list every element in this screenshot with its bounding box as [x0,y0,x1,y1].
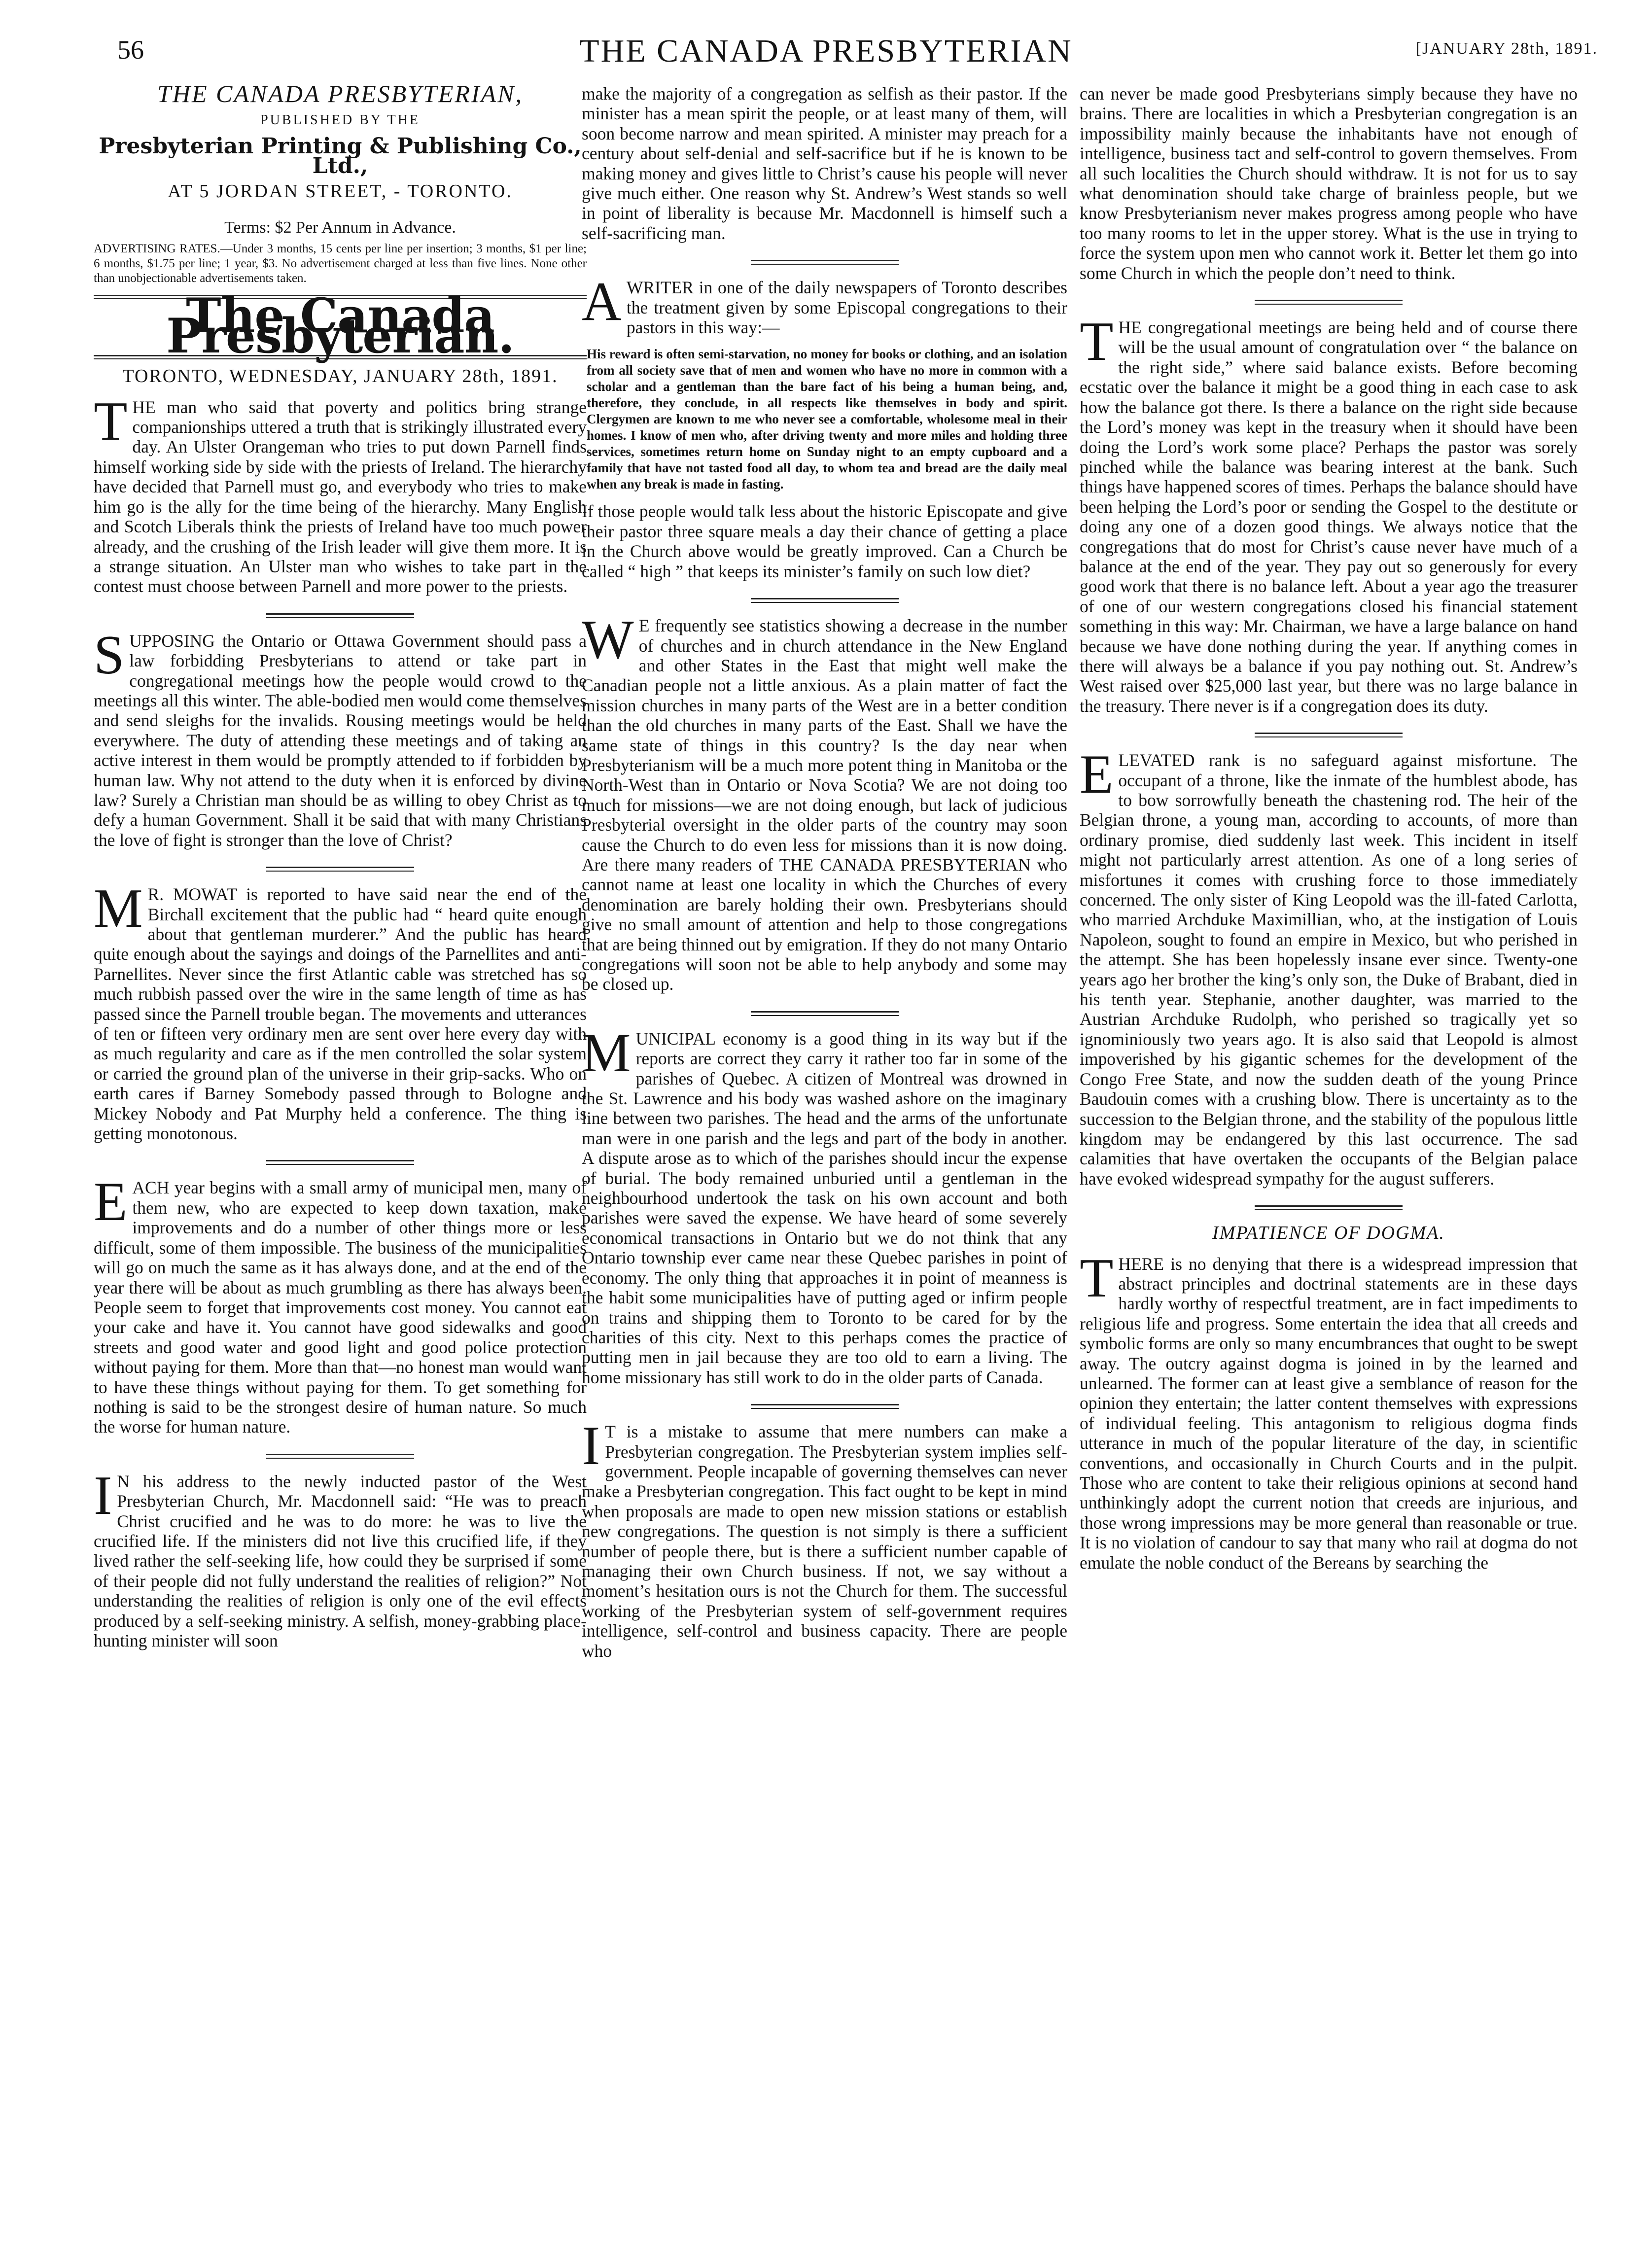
separator [266,613,414,618]
dateline: TORONTO, WEDNESDAY, JANUARY 28th, 1891. [122,366,558,387]
article-statistics: W E frequently see statistics showing a decrease in the number of churches and in church attendance in the New England and other States in the East that might well make the Canadian people not a little anxious. As a plain matter of fact the mission churches in many parts of the West are in a better condition than the old churches in many parts of the East. Shall we have the same state of things in this country? Is the day near when Presbyterianism will be a much more potent thing in Manitoba or the North-West than in Ontario or Nova Scotia? We are not doing too much for missions—we are not doing enough, but lack of judicious Presbyterial oversight in the older parts of the country may soon cause the Church to do even less for missions than it is now doing. Are there many readers of THE CANADA PRESBYTERIAN who cannot name at least one locality in which the Churches of every denomination are barely holding their own. Presbyterians should give no small amount of attention and help to those congregations that are being thinned out by emigration. If they do not many Ontario congregations will soon not be able to help anybody and some may be closed up. [582,609,1067,994]
separator [266,867,414,872]
separator [751,1404,899,1409]
article-macdonnell-continued: make the majority of a congregation as selfish as their pastor. If the minister has a mean spirit the people, or at least many of them, will soon become narrow and mean spirited. A minister may preach for a century about self-denial and self-sacrifice but if he is known to be making money and gives little to Christ’s cause his people will never give much either. One reason why St. Andrew’s West stands so well in point of liberality is because Mr. Macdonnell is himself such a self-sacrificing man. [582,84,1067,243]
separator [751,260,899,265]
article-mistake: I T is a mistake to assume that mere numbers can make a Presbyterian congregation. The Presbyterian system implies self-government. People incapable of governing themselves can never make a Presbyterian congregation. This fact ought to be kept in mind when proposals are made to open new mission stations or establish new congregations. The question is not simply is there a sufficient number of people there, but is there a sufficient number capable of managing their own Church business. If not, we say without a moment’s hesitation ours is not the Church for them. The successful working of the Presbyterian system of self-government requires intelligence, self-control and business capacity. There are people who [582,1415,1067,1661]
page-header [0,0,1652,74]
article-elevated-rank: ELEVATED rank is no safeguard against misfortune. The occupant of a throne, like the inmate of the humblest abode, has to bow sorrowfully beneath the chastening rod. The heir of the Belgian throne, a young man, according to accounts, of more than ordinary promise, died suddenly last week. This incident in itself might not particularly arrest attention. As one of a long series of misfortunes it comes with crushing force to those immediately concerned. The only sister of King Leopold was the ill-fated Carlotta, who married Archduke Maximillian, who, at the instigation of Louis Napoleon, sought to found an empire in Mexico, but who perished in the attempt. She has been hopelessly insane ever since. Twenty-one years ago her brother the king’s only son, the Duke of Brabant, died in his tenth year. Stephanie, another daughter, was married to the Austrian Archduke Rudolph, who perished so tragically yet so ignominiously two years ago. It is also said that Leopold is almost impoverished by his gigantic schemes for the development of the Congo Free State, and now the sudden death of the young Prince Baudouin comes with a crushing blow. There is uncertainty as to the succession to the Belgian throne, and the stability of the populous little kingdom may be endangered by this last occurrence. The sad calamities that have overtaken the occupants of the Belgian palace have evoked widespread sympathy for the august sufferers. [1080,744,1578,1189]
separator [1255,1205,1403,1210]
section-heading: IMPATIENCE OF DOGMA. [1212,1223,1445,1244]
nameplate: The Canada Presbyterian. [166,288,514,364]
separator [1255,733,1403,737]
masthead-firm: Presbyterian Printing & Publishing Co., Ltd., [99,133,582,179]
advertising-rates: ADVERTISING RATES.—Under 3 months, 15 cents per line per insertion; 3 months, $1 per line; 6 months, $1.75 per line; 1 year, $3. No advertisement charged at less than five lines. None other than unobjectionable advertisements taken. [94,242,587,285]
article-municipal-economy: MUNICIPAL economy is a good thing in its way but if the reports are correct they carry it rather too far in some of the parishes of Quebec. A citizen of Montreal was drowned in the St. Lawrence and his body was washed ashore on the imaginary line between two parishes. The head and the arms of the unfortunate man were in one parish and the legs and part of the body in another. A dispute arose as to which of the parishes should incur the expense of burial. The body remained unburied until a gentleman in the neighbourhood undertook the task on his own account and both parishes were saved the expense. We have heard of some severely economical transactions in Ontario but we do not think that any Ontario township ever came near these Quebec parishes in point of economy. The only thing that approaches it in point of meanness is the habit some municipalities have of putting aged or infirm people on trains and shipping them to Toronto to be cared for by the charities of this city. Next to this perhaps comes the practice of putting men in jail because they are too old to earn a living. The home missionary has still work to do in the older parts of Canada. [582,1022,1067,1387]
separator [266,1160,414,1165]
quoted-passage: His reward is often semi-starvation, no money for books or clothing, and an isolation from all society save that of men and women who have no more in common with a scholar and a gentleman than the bare fact of his being a human being, and, therefore, they conclude, in all respects like themselves in body and spirit. Clergymen are known to me who never see a comfortable, wholesome meal in their homes. I know of men who, after driving twenty and more miles and holding three services, sometimes return home on Sunday night to an empty cupboard and a family that have not tasted food all day, to whom tea and bread are the daily meal when any break is made in fasting. [587,347,1067,492]
separator [266,1454,414,1459]
separator [751,598,899,603]
column-2 [582,84,1067,2218]
issue-date: [JANUARY 28th, 1891. [1415,39,1598,58]
article-writer: A WRITER in one of the daily newspapers of Toronto describes the treatment given by some Episcopal congregations to their pastors in this way:— [582,271,1067,338]
masthead-terms: Terms: $2 Per Annum in Advance. [224,218,456,237]
article-impatience-of-dogma: THERE is no denying that there is a widespread impression that abstract principles and doctrinal statements are in these days hardly worthy of respectful treatment, are in fact impediments to religious life and progress. Some entertain the idea that all creeds and symbolic forms are only so many encumbrances that ought to be swept away. The outcry against dogma is joined in by the learned and unlearned. The former can at least give a semblance of reason for the opinion they entertain; the latter content themselves with expressions of individual feeling. This antagonism to religious dogma finds utterance in much of the popular literature of the day, in scientific conventions, and occasionally in Church Courts and in the pulpit. Those who are content to take their religious opinions at second hand unthinkingly adopt the current notion that creeds are injurious, and those wrong impressions may be more general than reasonable or true. It is no violation of candour to say that many who rail at dogma do not emulate the noble conduct of the Bereans by searching the [1080,1247,1578,1573]
running-title: THE CANADA PRESBYTERIAN [579,33,1073,69]
article-mistake-continued: can never be made good Presbyterians simply because they have no brains. There are localities in which a Presbyterian congregation is an impossibility mainly because the inhabitants have not enough of intelligence, business tact and self-control to govern themselves. From all such localities the Church should withdraw. It is not for us to say what denomination should take charge of brainless people, but we know Presbyterianism never makes progress among people who have too many rooms to let in the upper storey. What is the use in trying to force the system upon men who cannot work it. Better let them go into some Church in which the people don’t need to think. [1080,84,1578,283]
column-1 [94,84,587,2218]
article-congregational-meetings: THE congregational meetings are being held and of course there will be the usual amount of congratulation over “ the balance on the right side,” where said balance exists. Before becoming ecstatic over the balance it might be a good thing in each case to ask how the balance got there. Is there a balance on the right side because the Lord’s money was kept in the treasury when it should have been doing the Lord’s work some place? Perhaps the pastor was sorely pinched while the balance was bearing interest at the bank. Such things have happened scores of times. Perhaps the balance should have been helping the Lord’s poor or sending the Gospel to the destitute or doing any one of a dozen good things. We always notice that the congregations that do most for Christ’s cause never have much of a balance at the end of the year. They pay out so generously for every good work that there is no balance left. About a year ago the treasurer of one of our western congregations closed his financial statement something in this way: Mr. Chairman, we have a large balance on hand because we have done nothing during the year. If anything comes in there will always be a balance if you pay nothing out. St. Andrew’s West raised over $25,000 last year, but there was no large balance in the treasury. There never is if a congregation does its duty. [1080,311,1578,716]
article-mowat: M R. MOWAT is reported to have said near the end of the Birchall excitement that the public had “ heard quite enough about that gentleman murderer.” And the public has heard quite enough about the sayings and doings of the Parnellites and anti-Parnellites. Never since the first Atlantic cable was stretched has so much rubbish passed over the wire in the same length of time as has passed since the Parnell trouble began. The movements and utterances of ten or fifteen very ordinary men are sent over here every day with as much regularity and care as if the men controlled the solar system or carried the ground plan of the universe in their grip-sacks. Who on earth cares if Barney Somebody passed through to Bologne and Mickey Nobody and Pat Murphy held a conference. The thing is getting monotonous. [94,878,587,1144]
masthead-published-by: PUBLISHED BY THE [260,112,420,128]
masthead-title: THE CANADA PRESBYTERIAN, [157,84,523,107]
separator [751,1011,899,1016]
article-writer-continued: If those people would talk less about the historic Episcopate and give their pastor three square meals a day their chance of getting a place in the Church above would be greatly improved. Can a Church be called “ high ” that keeps its minister’s family on such low diet? [582,501,1067,581]
masthead-address: AT 5 JORDAN STREET, - TORONTO. [168,180,513,202]
page-number: 56 [117,35,144,65]
article-each-year: EACH year begins with a small army of municipal men, many of them new, who are expected to keep down taxation, make improvements and do a number of other things more or less difficult, some of them impossible. The business of the municipalities will go on much the same as it has always done, and at the end of the year there will be about as much grumbling as there has always been. People seem to forget that improvements cost money. You cannot eat your cake and have it. You cannot have good sidewalks and good streets and good water and good light and good police protection without paying for them. More than that—no honest man would want to have these things without paying for them. To get something for nothing is said to be the strongest desire of human nature. So much the worse for human nature. [94,1171,587,1437]
separator [1255,300,1403,305]
article-supposing: SUPPOSING the Ontario or Ottawa Government should pass a law forbidding Presbyterians to attend or take part in congregational meetings how the people would crowd to the meetings all this winter. The able-bodied men would come themselves and send sleighs for the invalids. Rousing meetings would be held everywhere. The duty of attending these meetings and of taking an active interest in them would be promptly attended to if forbidden by human law. Why not attend to the duty when it is enforced by divine law? Surely a Christian man should be as willing to obey Christ as to defy a human Government. Shall it be said that with many Christians the love of fight is stronger than the love of Christ? [94,624,587,850]
article-macdonnell: I N his address to the newly inducted pastor of the West Presbyterian Church, Mr. Macdonnell said: “He was to preach Christ crucified and he was to do more: he was to live the crucified life. If the ministers did not live this crucified life, if they lived rather the self-seeking life, how could they be surprised if some of their people did not fully understand the realities of religion?” Not understanding the realities of religion is only one of the evil effects produced by a self-seeking ministry. A selfish, money-grabbing place-hunting minister will soon [94,1465,587,1650]
column-3 [1080,84,1578,2218]
article-parnell: THE man who said that poverty and politics bring strange companionships uttered a truth that is strikingly illustrated every day. An Ulster Orangeman who tries to put down Parnell finds himself working side by side with the priests of Ireland. The hierarchy have decided that Parnell must go, and everybody who tries to make him go is the ally for the time being of the hierarchy. Many English and Scotch Liberals think the priests of Ireland have too much power already, and the crushing of the Irish leader will give them more. It is a strange situation. An Ulster man who wishes to take part in the contest must choose between Parnell and more power to the priests. [94,390,587,596]
